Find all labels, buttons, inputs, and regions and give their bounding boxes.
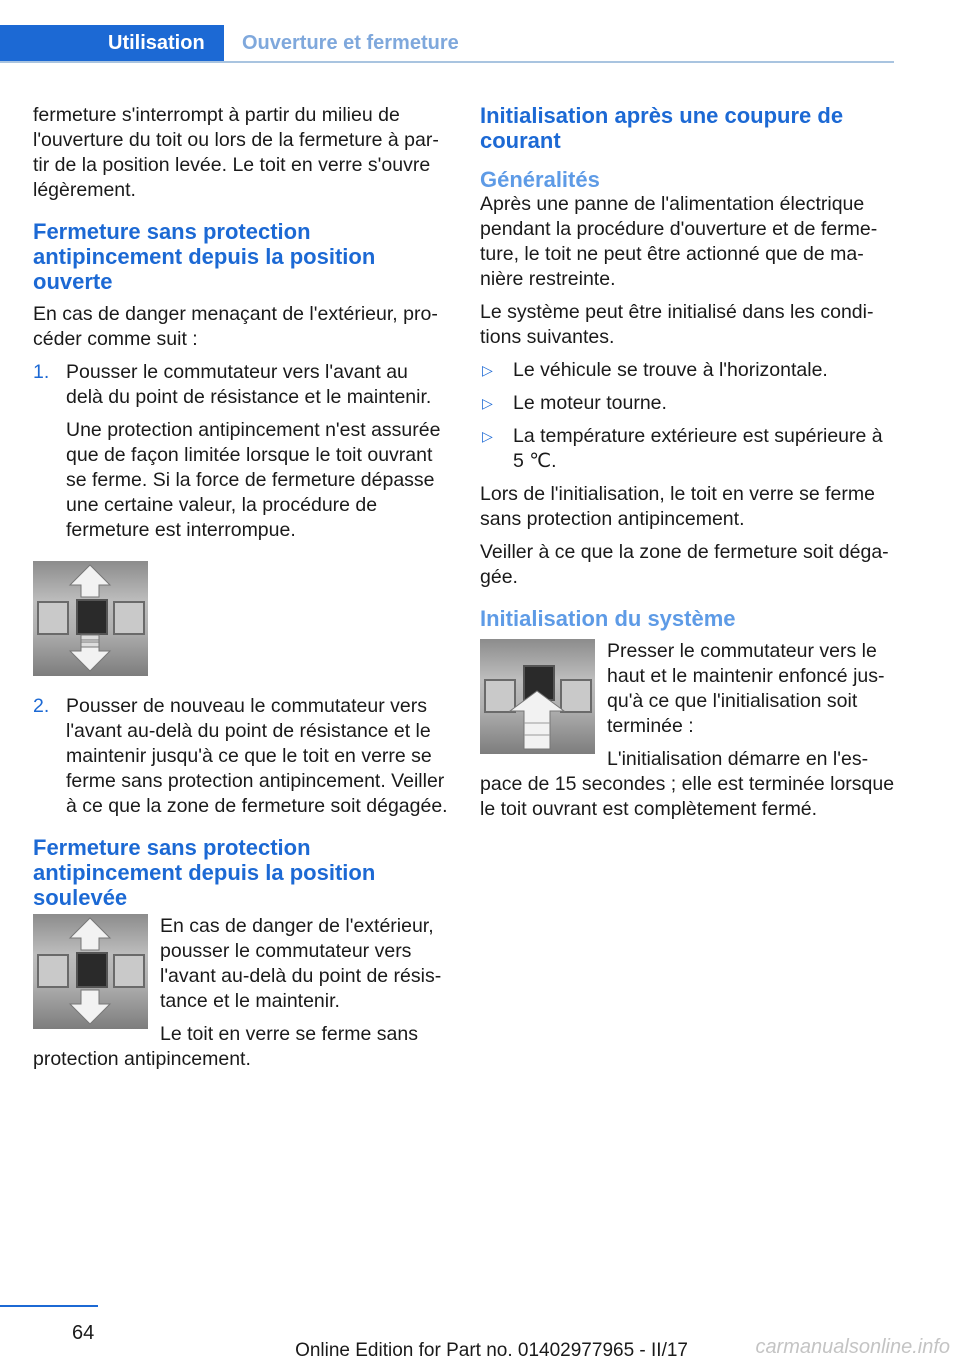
soulevee-result: Le toit en verre se ferme sans protection antipincement. [33,1023,418,1070]
conditions-paragraph: Le système peut être initialisé dans les conditions suivantes. [480,301,874,348]
step-2-number: 2. [33,695,50,717]
systeme-paragraph: Presser le commutateur vers le haut et le maintenir enfoncé jusqu'à ce que l'initialisation soit terminée : [607,640,885,737]
chapter-tab-label: Utilisation [108,32,205,54]
bullet-triangle-icon: ▷ [482,362,493,378]
step-2-text: Pousser de nouveau le commutateur vers l'avant au-delà du point de résistance et le maintenir jusqu'à ce que le toit en verre se ferme sans protection antipincement. Veiller à ce que la zone de fermeture soit dégagée. [66,695,448,817]
subheading-initialisation-systeme: Initialisation du système [480,606,736,631]
generalites-paragraph: Après une panne de l'alimentation électrique pendant la procédure d'ouverture et de fermeture, le toit ne peut être actionné que de manière restreinte. [480,193,878,290]
up-down-arrow-icon [33,914,148,1029]
bullet-triangle-icon: ▷ [482,428,493,444]
bullet-text: La température extérieure est supérieure à 5 ℃. [513,425,883,472]
footer-divider [0,1305,98,1307]
switch-up-illustration [480,639,595,754]
intro-paragraph: fermeture s'interrompt à partir du milieu de l'ouverture du toit ou lors de la fermeture à partir de la position levée. Le toit en verre s'ouvre légèrement. [33,104,439,201]
section-tab: Ouverture et fermeture [242,32,459,54]
right-column [480,103,896,830]
list-item [480,424,896,474]
switch-forward-illustration-2 [33,914,148,1029]
heading-fermeture-ouverte: Fermeture sans protection antipincement depuis la position ouverte [33,219,376,294]
watermark: carmanualsonline.info [755,1336,950,1358]
up-arrow-icon [480,639,595,754]
left-column [33,103,448,1080]
initialisation-paragraph: Lors de l'initialisation, le toit en verre se ferme sans protection antipincement. [480,483,875,530]
step-1-text: Pousser le commutateur vers l'avant au delà du point de résistance et le maintenir. [66,361,432,408]
page-number: 64 [72,1322,95,1344]
step-1-number: 1. [33,361,50,383]
danger-paragraph: En cas de danger menaçant de l'extérieur, procéder comme suit : [33,303,438,350]
heading-initialisation-coupure: Initialisation après une coupure de courant [480,103,844,153]
soulevee-block [33,914,448,1072]
chapter-tab [0,25,224,61]
switch-forward-illustration [33,561,148,676]
up-down-arrow-icon [33,561,148,676]
systeme-block [480,639,896,822]
zone-paragraph: Veiller à ce que la zone de fermeture soit dégagée. [480,541,889,588]
bullet-triangle-icon: ▷ [482,395,493,411]
step-2 [33,694,448,819]
step-1 [33,360,448,543]
systeme-result: L'initialisation démarre en l'espace de 15 secondes ; elle est terminée lorsque le toit ouvrant est complètement fermé. [480,748,895,820]
page-header [0,25,894,63]
soulevee-paragraph: En cas de danger de l'extérieur, pousser le commutateur vers l'avant au-delà du point de résistance et le maintenir. [160,915,442,1012]
subheading-generalites: Généralités [480,167,600,192]
bullet-text: Le véhicule se trouve à l'horizontale. [513,359,828,381]
bullet-text: Le moteur tourne. [513,392,667,414]
heading-fermeture-soulevee: Fermeture sans protection antipincement depuis la position soulevée [33,835,376,910]
list-item [480,391,896,416]
list-item [480,358,896,383]
step-1-note: Une protection antipincement n'est assurée que de façon limitée lorsque le toit ouvrant se ferme. Si la force de fermeture dépasse une certaine valeur, la procédure de fermeture est interrompue. [66,419,441,541]
edition-text: Online Edition for Part no. 01402977965 - II/17 [295,1340,688,1361]
